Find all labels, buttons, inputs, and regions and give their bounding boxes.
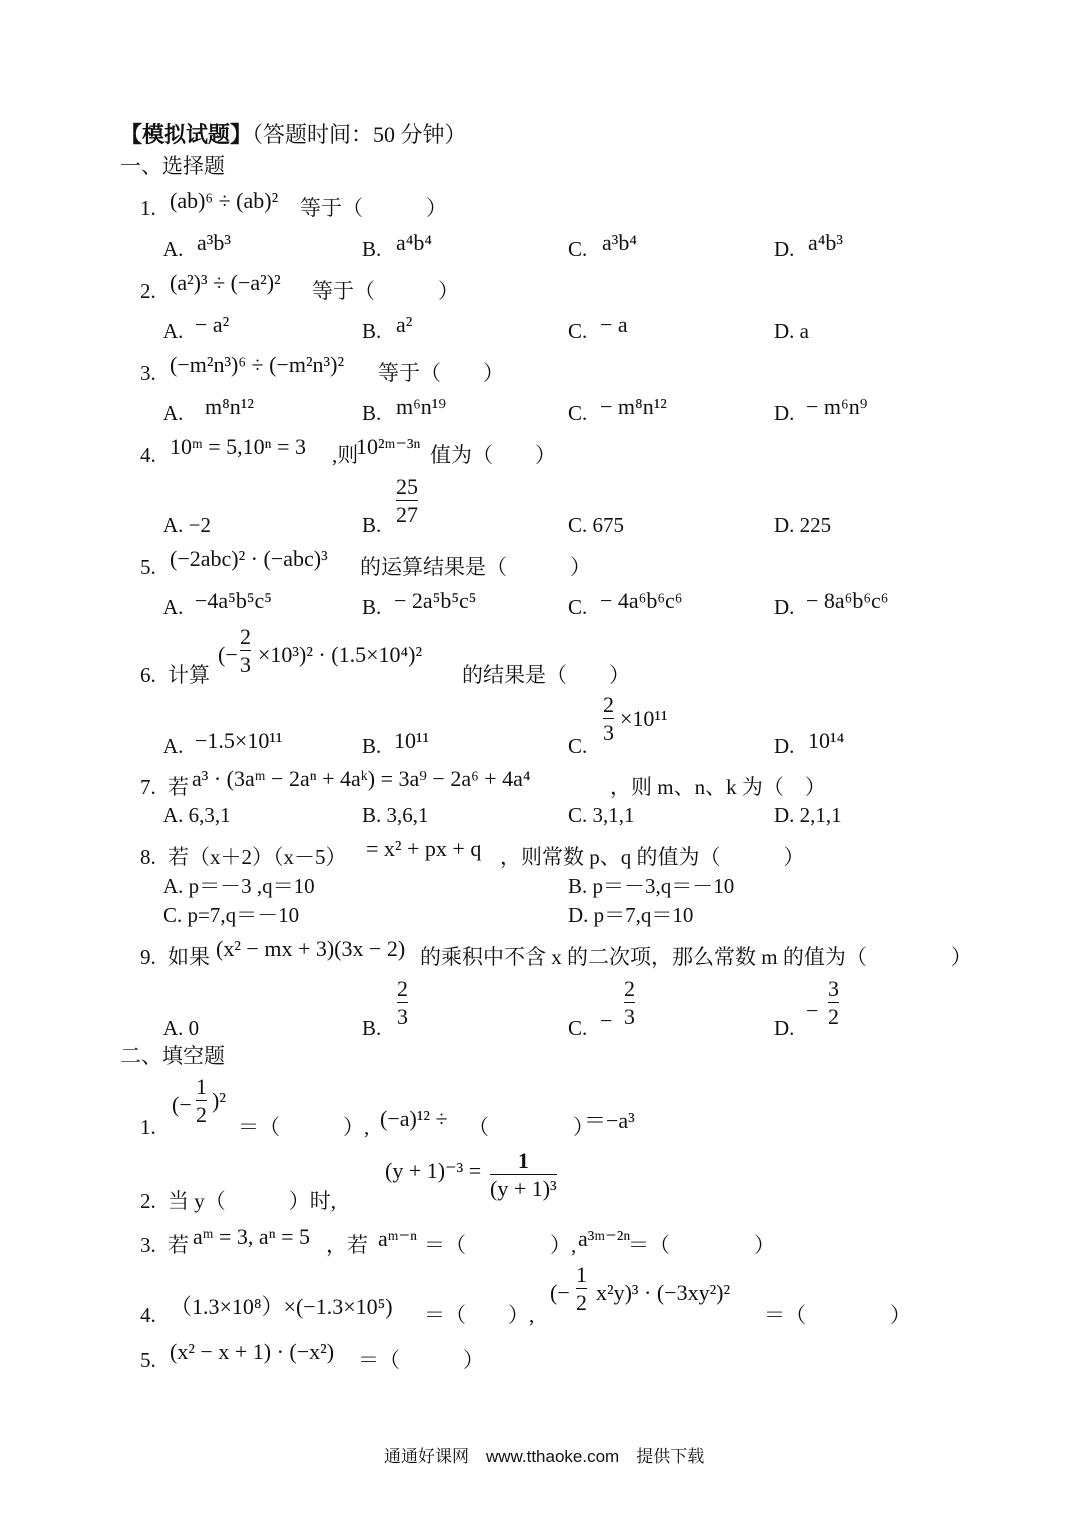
q9-option-b-denominator: 3 (397, 1004, 408, 1029)
q2-option-b-label: B. (362, 319, 382, 343)
q9-option-b-numerator: 2 (397, 976, 408, 1001)
q4-target-expression: 10²ᵐ⁻³ⁿ (356, 434, 421, 459)
q4-then: ,则 (332, 443, 359, 467)
q5-number: 5. (140, 555, 156, 579)
f1-blank-2: （ ） (468, 1115, 594, 1139)
f5-expression: (x² − x + 1) · (−x²) (170, 1339, 335, 1364)
q1-option-c-value: a³b⁴ (602, 230, 638, 255)
q5-option-c-value: − 4a⁶b⁶c⁶ (600, 588, 683, 613)
q9-option-c-sign: − (600, 1008, 613, 1033)
f3-blank-2: ＝（ ） (628, 1233, 775, 1257)
q8-option-b: B. p＝－3,q＝－10 (568, 874, 735, 898)
q7-stem: ，则 m、n、k 为（ ） (610, 775, 826, 799)
q2-option-c-label: C. (568, 319, 588, 343)
q4-stem: 值为（ ） (430, 443, 556, 467)
q7-number: 7. (140, 775, 156, 799)
q3-option-c-value: − m⁸n¹² (600, 394, 667, 419)
q4-number: 4. (140, 443, 156, 467)
q5-option-b-label: B. (362, 595, 382, 619)
q3-option-b-label: B. (362, 401, 382, 425)
q9-stem: 的乘积中不含 x 的二次项，那么常数 m 的值为（ ） (420, 945, 972, 969)
q4-option-c: C. 675 (568, 513, 625, 537)
f4-blank-1: ＝（ ）, (424, 1303, 535, 1327)
f1-fraction-denominator: 2 (196, 1102, 207, 1127)
q6-left-paren: (− (218, 642, 238, 667)
q4-option-d: D. 225 (774, 513, 832, 537)
q9-option-d-fraction (828, 978, 839, 1028)
f2-fraction-denominator: (y + 1)³ (490, 1176, 557, 1201)
q9-option-d-numerator: 3 (828, 976, 839, 1001)
q2-option-c-value: − a (600, 312, 628, 337)
q4-option-b-label: B. (362, 513, 382, 537)
q9-option-c-fraction (624, 978, 635, 1028)
q6-option-b-value: 10¹¹ (394, 728, 430, 753)
q3-option-d-value: − m⁶n⁹ (806, 394, 868, 419)
f2-fraction (490, 1150, 557, 1200)
q2-option-b-value: a² (396, 312, 413, 337)
f4-fraction-denominator: 2 (576, 1290, 587, 1315)
q6-option-c-value: ×10¹¹ (620, 706, 668, 731)
q9-number: 9. (140, 945, 156, 969)
f4-number: 4. (140, 1303, 156, 1327)
q9-option-b-fraction (397, 978, 408, 1028)
q9-option-d-denominator: 2 (828, 1004, 839, 1029)
q1-option-b-value: a⁴b⁴ (396, 230, 433, 255)
f3-expression-2: aᵐ⁻ⁿ (378, 1226, 418, 1251)
q6-number: 6. (140, 663, 156, 687)
q3-number: 3. (140, 361, 156, 385)
q7-option-d: D. 2,1,1 (774, 803, 842, 827)
q1-expression: (ab)⁶ ÷ (ab)² (170, 188, 279, 213)
f4-fraction (576, 1264, 587, 1314)
q6-expression: ×10³)² · (1.5×10⁴)² (258, 642, 423, 667)
q6-option-b-label: B. (362, 734, 382, 758)
q6-option-a-label: A. (163, 734, 184, 758)
q5-option-a-value: −4a⁵b⁵c⁵ (195, 588, 272, 613)
q6-fraction (240, 626, 251, 676)
f3-mid: ，若 (326, 1233, 368, 1257)
section-heading-fill: 二、填空题 (120, 1044, 225, 1068)
q4-option-b-numerator: 25 (396, 474, 418, 499)
q9-option-c-denominator: 3 (624, 1004, 635, 1029)
f4-fraction-numerator: 1 (576, 1262, 587, 1287)
f1-right-paren-power: )² (212, 1088, 226, 1113)
q7-prefix: 若 (168, 775, 189, 799)
q5-option-b-value: − 2a⁵b⁵c⁵ (394, 588, 477, 613)
q6-fraction-numerator: 2 (240, 624, 251, 649)
q3-option-a-value: m⁸n¹² (205, 394, 254, 419)
f1-fraction (196, 1076, 207, 1126)
q1-option-b-label: B. (362, 237, 382, 261)
title-time: （答题时间：50 分钟） (252, 122, 467, 147)
section-heading-choice: 一、选择题 (120, 154, 225, 178)
f1-expression-2: (−a)¹² ÷ (380, 1106, 448, 1131)
q9-option-c-label: C. (568, 1016, 588, 1040)
q9-option-d-label: D. (774, 1016, 795, 1040)
q4-condition: 10ᵐ = 5,10ⁿ = 3 (170, 434, 306, 459)
q9-option-b-label: B. (362, 1016, 382, 1040)
q1-option-c-label: C. (568, 237, 588, 261)
q4-option-b-fraction (396, 476, 418, 526)
q2-expression: (a²)³ ÷ (−a²)² (170, 270, 281, 295)
q8-expression: = x² + px + q (366, 836, 482, 861)
q2-option-a-label: A. (163, 319, 184, 343)
q2-option-a-value: − a² (195, 312, 230, 337)
f4-blank-2: ＝（ ） (764, 1303, 911, 1327)
q1-stem: 等于（ ） (300, 196, 447, 220)
q2-number: 2. (140, 279, 156, 303)
q6-option-c-denominator: 3 (603, 720, 614, 745)
f2-number: 2. (140, 1189, 156, 1213)
q2-stem: 等于（ ） (312, 279, 459, 303)
q8-stem: ，则常数 p、q 的值为（ ） (500, 845, 805, 869)
f5-blank: ＝（ ） (358, 1348, 484, 1372)
q5-option-d-value: − 8a⁶b⁶c⁶ (806, 588, 889, 613)
f1-left-paren: (− (172, 1092, 192, 1117)
f5-number: 5. (140, 1348, 156, 1372)
q3-expression: (−m²n³)⁶ ÷ (−m²n³)² (170, 352, 345, 377)
q3-stem: 等于（ ） (378, 361, 504, 385)
f1-rhs: ＝−a³ (584, 1108, 635, 1133)
f2-fraction-numerator: 1 (517, 1148, 529, 1173)
q3-option-a-label: A. (163, 401, 184, 425)
q4-option-a: A. −2 (163, 513, 212, 537)
q7-expression: a³ · (3aᵐ − 2aⁿ + 4aᵏ) = 3a⁹ − 2a⁶ + 4a⁴ (192, 766, 531, 791)
q7-option-c: C. 3,1,1 (568, 803, 635, 827)
q8-option-c: C. p=7,q＝－10 (163, 903, 300, 927)
f2-text: 当 y（ ）时, (168, 1189, 336, 1213)
q6-fraction-denominator: 3 (240, 652, 251, 677)
f1-blank-1: ＝（ ）, (238, 1115, 370, 1139)
q9-option-a: A. 0 (163, 1016, 200, 1040)
q9-option-c-numerator: 2 (624, 976, 635, 1001)
q5-option-d-label: D. (774, 595, 795, 619)
q8-prefix: 若（x＋2）（x－5） (168, 845, 347, 869)
q9-prefix: 如果 (168, 945, 210, 969)
q9-expression: (x² − mx + 3)(3x − 2) (216, 936, 406, 961)
q1-option-a-value: a³b³ (197, 230, 231, 255)
q6-option-c-label: C. (568, 734, 588, 758)
q1-option-d-value: a⁴b³ (808, 230, 844, 255)
q8-option-d: D. p＝7,q＝10 (568, 903, 694, 927)
q8-option-a: A. p＝－3 ,q＝10 (163, 874, 315, 898)
q4-option-b-denominator: 27 (396, 502, 418, 527)
f4-left-paren: (− (550, 1280, 570, 1305)
q1-number: 1. (140, 196, 156, 220)
q5-expression: (−2abc)² · (−abc)³ (170, 546, 328, 571)
footer-credit: 通通好课网 www.tthaoke.com 提供下载 (384, 1447, 705, 1466)
q6-option-a-value: −1.5×10¹¹ (195, 728, 283, 753)
f3-number: 3. (140, 1233, 156, 1257)
q6-prefix: 计算 (168, 663, 210, 687)
q1-option-a-label: A. (163, 237, 184, 261)
q6-option-c-numerator: 2 (603, 692, 614, 717)
q3-option-d-label: D. (774, 401, 795, 425)
q2-option-d: D. a (774, 319, 809, 343)
page-title (120, 124, 467, 146)
q6-stem: 的结果是（ ） (462, 663, 630, 687)
q5-option-a-label: A. (163, 595, 184, 619)
f3-condition: aᵐ = 3, aⁿ = 5 (193, 1224, 311, 1249)
f1-fraction-numerator: 1 (196, 1074, 207, 1099)
q1-option-d-label: D. (774, 237, 795, 261)
f3-expression-3: a³ᵐ⁻²ⁿ (578, 1226, 631, 1251)
q9-option-d-sign: − (806, 998, 819, 1023)
q3-option-c-label: C. (568, 401, 588, 425)
f4-expression-2: x²y)³ · (−3xy²)² (596, 1280, 731, 1305)
q6-option-d-value: 10¹⁴ (808, 728, 845, 753)
q5-option-c-label: C. (568, 595, 588, 619)
q6-option-c-fraction (603, 694, 614, 744)
title-bold: 【模拟试题】 (120, 122, 253, 147)
q3-option-b-value: m⁶n¹⁹ (396, 394, 447, 419)
q5-stem: 的运算结果是（ ） (360, 555, 591, 579)
f3-prefix: 若 (168, 1233, 189, 1257)
f4-expression: （1.3×10⁸）×(−1.3×10⁵) (170, 1294, 393, 1319)
q8-number: 8. (140, 845, 156, 869)
f2-lhs: (y + 1)⁻³ = (385, 1158, 482, 1183)
q7-option-a: A. 6,3,1 (163, 803, 231, 827)
f3-blank-1: ＝（ ）, (424, 1233, 577, 1257)
f1-number: 1. (140, 1115, 156, 1139)
q7-option-b: B. 3,6,1 (362, 803, 429, 827)
q6-option-d-label: D. (774, 734, 795, 758)
